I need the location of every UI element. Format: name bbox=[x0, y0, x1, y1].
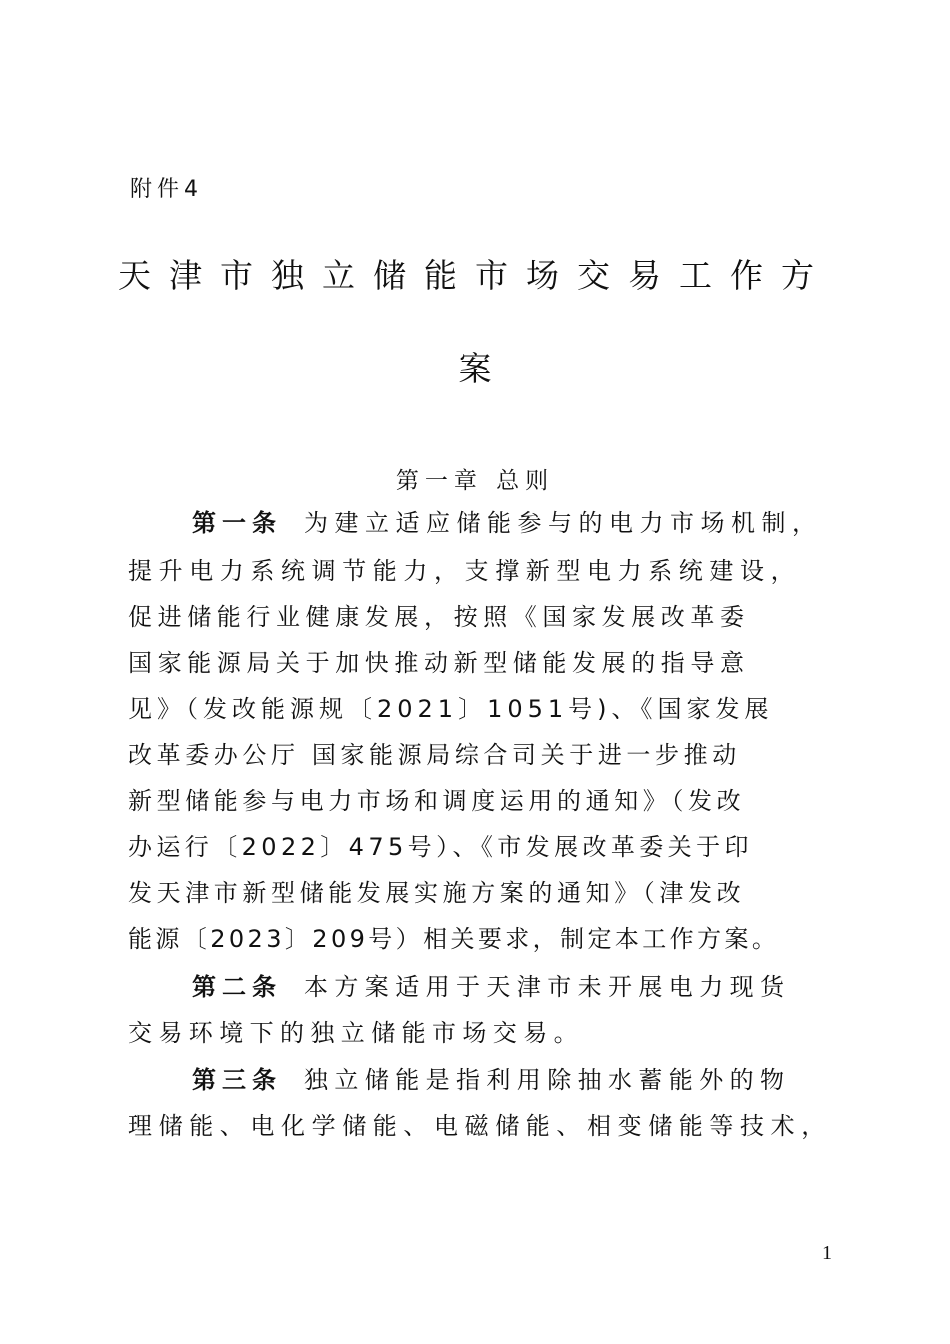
paragraph-line: 国家能源局关于加快推动新型储能发展的指导意 bbox=[128, 649, 750, 677]
paragraph-line: 改革委办公厅 国家能源局综合司关于进一步推动 bbox=[128, 741, 741, 769]
paragraph-line: 交易环境下的独立储能市场交易。 bbox=[128, 1019, 584, 1047]
page-number: 1 bbox=[822, 1242, 832, 1264]
paragraph-line: 发天津市新型储能发展实施方案的通知》（津发改 bbox=[128, 879, 746, 907]
document-title-line-1: 天津市独立储能市场交易工作方 bbox=[118, 256, 832, 295]
article-3-label: 第三条 bbox=[192, 1066, 282, 1094]
article-1-label: 第一条 bbox=[192, 509, 282, 537]
paragraph-line: 见》（发改能源规〔2021〕1051号)、《国家发展 bbox=[128, 695, 774, 723]
article-3-first-line bbox=[192, 1064, 932, 1096]
paragraph-line: 理储能、电化学储能、电磁储能、相变储能等技术， bbox=[128, 1112, 832, 1140]
paragraph-line: 提升电力系统调节能力，支撑新型电力系统建设， bbox=[128, 557, 802, 585]
document-title-line-2: 案 bbox=[458, 349, 492, 388]
paragraph-line: 能源〔2023〕209号）相关要求，制定本工作方案。 bbox=[128, 925, 780, 953]
paragraph-line: 新型储能参与电力市场和调度运用的通知》（发改 bbox=[128, 787, 746, 815]
paragraph-text: 独立储能是指利用除抽水蓄能外的物 bbox=[304, 1066, 791, 1094]
article-2-first-line bbox=[192, 971, 932, 1003]
attachment-label: 附件4 bbox=[130, 177, 203, 202]
article-1-first-line bbox=[192, 507, 932, 539]
chapter-heading: 第一章 总则 bbox=[395, 468, 555, 494]
paragraph-text: 本方案适用于天津市未开展电力现货 bbox=[304, 973, 791, 1001]
paragraph-line: 促进储能行业健康发展，按照《国家发展改革委 bbox=[128, 603, 750, 631]
article-2-label: 第二条 bbox=[192, 973, 282, 1001]
paragraph-line: 办运行〔2022〕475号）、《市发展改革委关于印 bbox=[128, 833, 753, 861]
paragraph-text: 为建立适应储能参与的电力市场机制， bbox=[304, 509, 823, 537]
